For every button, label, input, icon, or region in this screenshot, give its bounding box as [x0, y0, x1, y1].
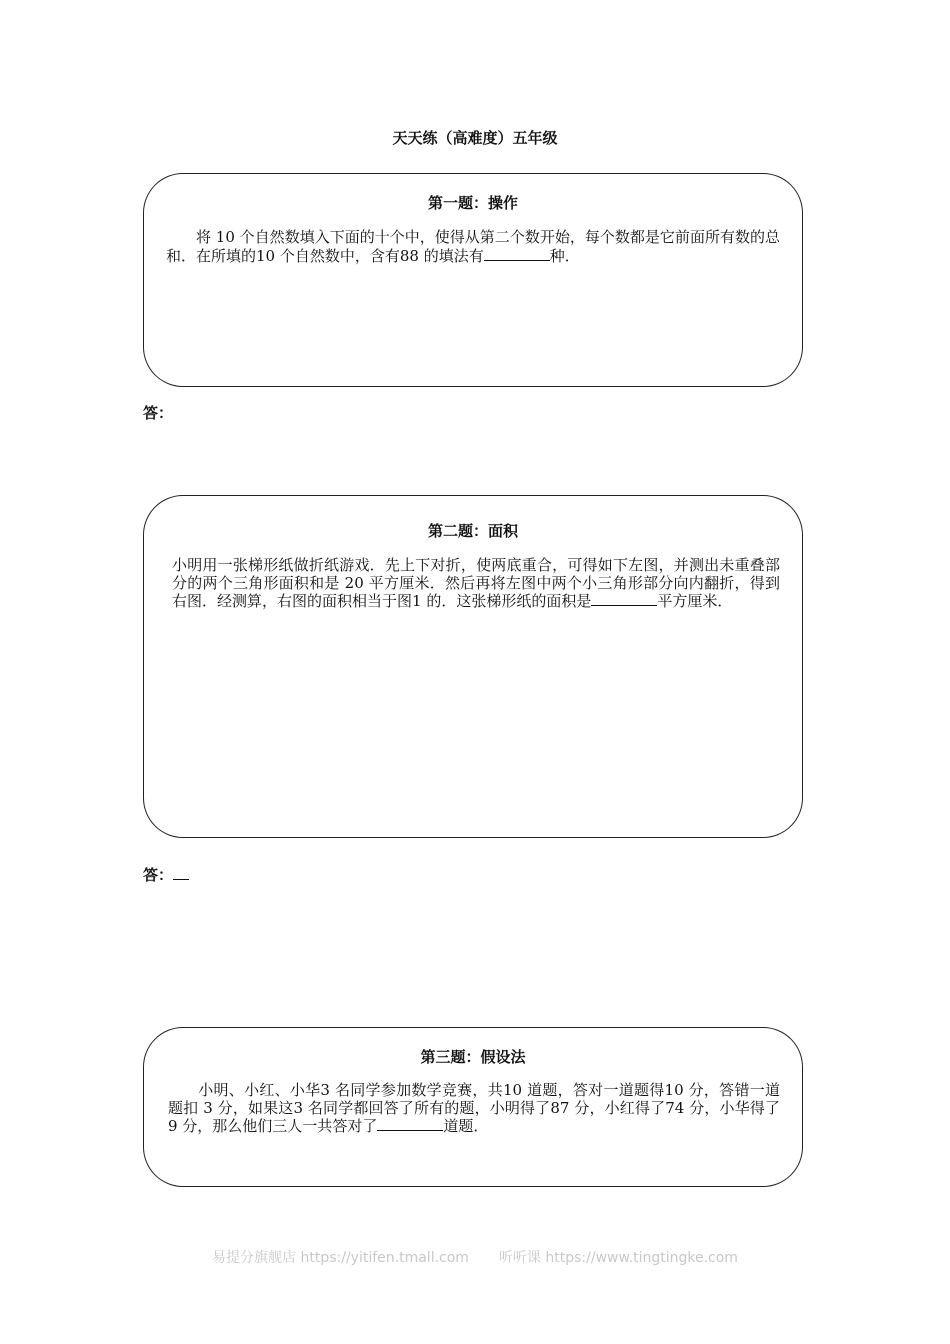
question-3-text-before: 小明、小红、小华3 名同学参加数学竞赛，共10 道题，答对一道题得10 分，答错一道题扣 3 分，如果这3 名同学都回答了所有的题，小明得了87 分，小红得了74 分，小华得了 9 分，那么他们三人一共答对了	[168, 1081, 780, 1135]
answer-2-label	[143, 864, 189, 885]
question-1-text	[144, 229, 802, 265]
question-2-text-after: 平方厘米．	[657, 592, 733, 610]
question-3-text-after: 道题．	[443, 1117, 489, 1135]
question-3-blank	[377, 1117, 443, 1131]
answer-1-label: 答：	[143, 404, 174, 422]
question-3-title: 第三题：假设法	[420, 1048, 526, 1066]
question-1-text-before: 将 10 个自然数填入下面的十个中，使得从第二个数开始，每个数都是它前面所有数的总和．在所填的10 个自然数中，含有88 的填法有	[166, 228, 780, 265]
question-2-blank	[591, 592, 657, 606]
question-2-box	[143, 495, 803, 838]
page-title: 天天练（高难度）五年级	[392, 129, 558, 147]
answer-2-underline	[173, 865, 189, 880]
footer-right: 听听课 https://www.tingtingke.com	[498, 1250, 738, 1266]
question-3-text	[144, 1082, 802, 1136]
question-2-text	[144, 557, 802, 611]
answer-2-label-text: 答：	[143, 866, 174, 884]
question-2-title: 第二题：面积	[427, 522, 518, 540]
question-3-box	[143, 1027, 803, 1187]
footer-left: 易提分旗舰店 https://yitifen.tmall.com	[212, 1250, 469, 1266]
footer-watermark	[0, 1247, 950, 1267]
question-1-text-after: 种．	[549, 246, 580, 265]
question-1-box	[143, 173, 803, 387]
question-1-blank	[484, 247, 550, 261]
question-2-text-before: 小明用一张梯形纸做折纸游戏．先上下对折，使两底重合，可得如下左图，并测出未重叠部分的两个三角形面积和是 20 平方厘米．然后再将左图中两个小三角形部分向内翻折，得到右图．经测算，右图的面积相当于图1 的．这张梯形纸的面积是	[172, 556, 780, 610]
question-1-title: 第一题：操作	[427, 194, 518, 212]
